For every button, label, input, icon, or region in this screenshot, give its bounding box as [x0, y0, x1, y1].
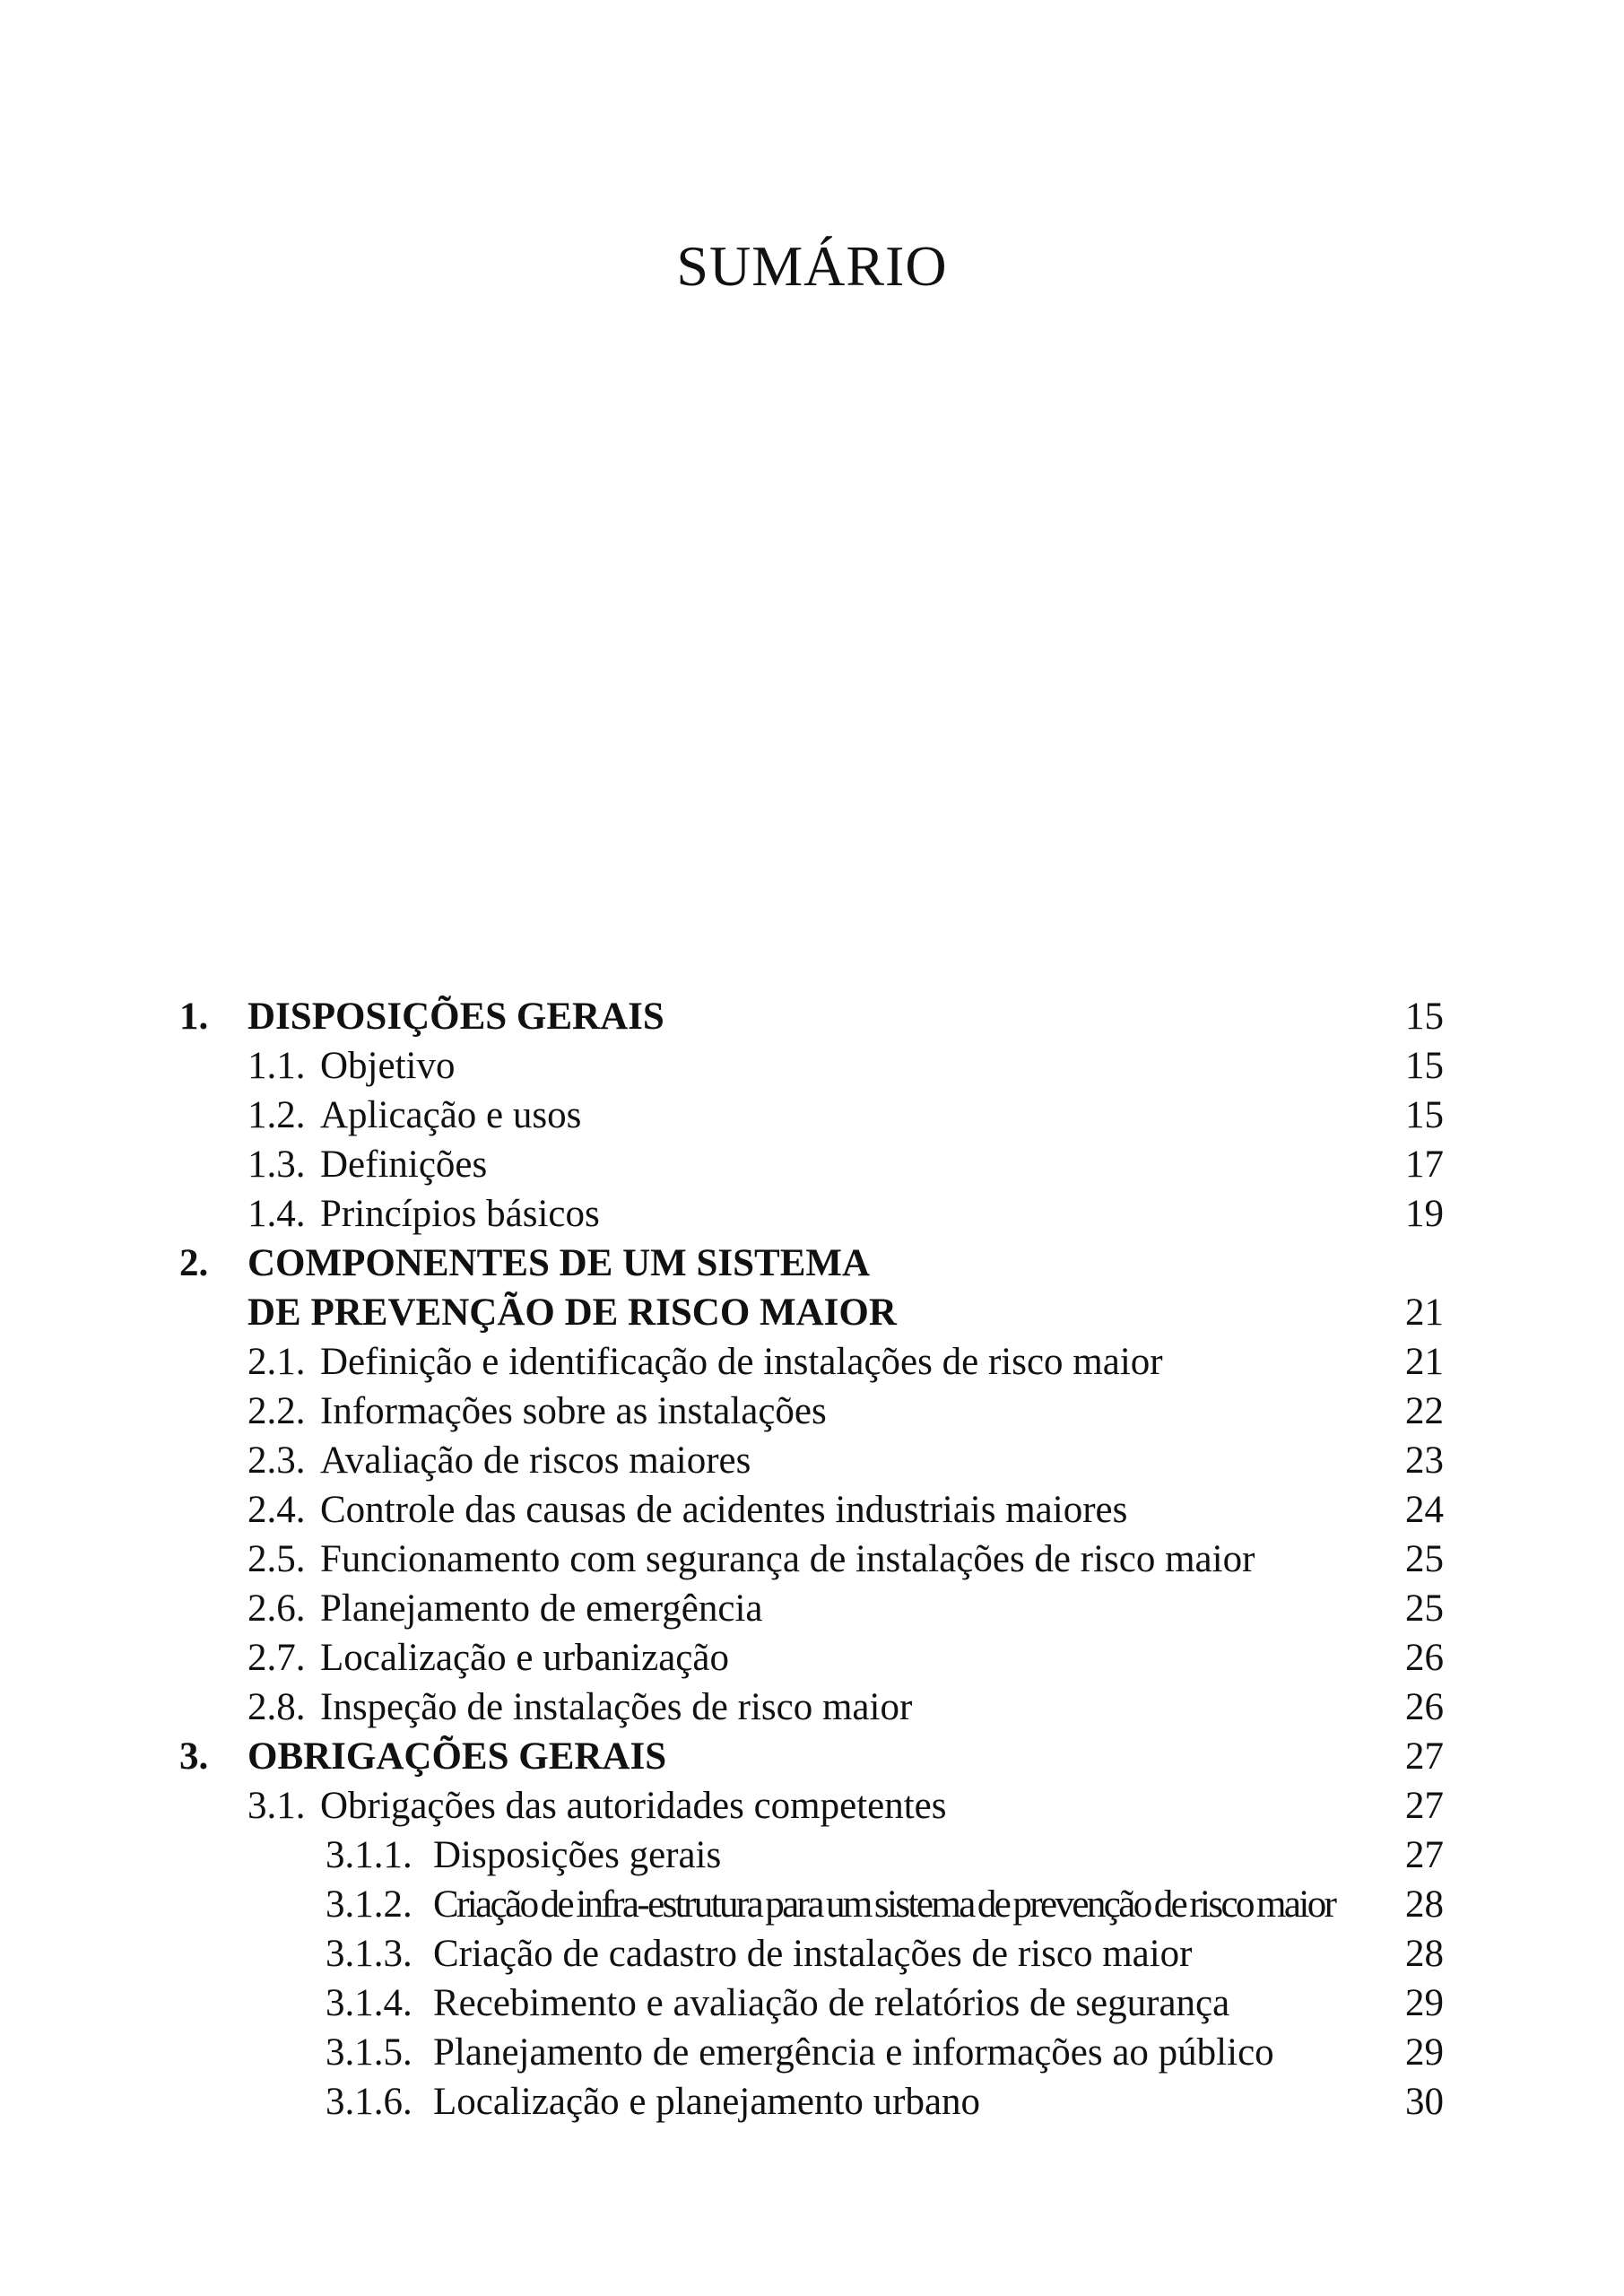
- toc-entry-label: Informações sobre as instalações: [320, 1390, 827, 1432]
- toc-entry-page: 29: [1405, 2031, 1444, 2074]
- toc-entry-page: 28: [1405, 1933, 1444, 1975]
- toc-entry-number: 3.: [179, 1735, 209, 1778]
- toc-entry-number: 2.3.: [248, 1439, 306, 1482]
- toc-entry-1-3[interactable]: [179, 1140, 1444, 1189]
- toc-entry-label: Criação de cadastro de instalações de risco maior: [433, 1933, 1193, 1975]
- toc-entry-label: Princípios básicos: [320, 1193, 600, 1235]
- toc-entry-page: 21: [1405, 1341, 1444, 1383]
- toc-entry-number: 3.1.3.: [326, 1933, 413, 1975]
- toc-entry-page: 23: [1405, 1439, 1444, 1482]
- toc-entry-label: Planejamento de emergência: [320, 1587, 763, 1630]
- table-of-contents: [179, 992, 1444, 2126]
- toc-entry-number: 3.1.: [248, 1785, 306, 1827]
- toc-entry-number: 2.2.: [248, 1390, 306, 1432]
- toc-entry-label: Aplicação e usos: [320, 1094, 582, 1136]
- toc-entry-label: Recebimento e avaliação de relatórios de segurança: [433, 1982, 1230, 2024]
- toc-entry-1-1[interactable]: [179, 1041, 1444, 1091]
- toc-entry-3-1[interactable]: [179, 1781, 1444, 1831]
- toc-entry-page: 15: [1405, 1045, 1444, 1087]
- toc-entry-number: 2.: [179, 1242, 209, 1284]
- toc-entry-label: Inspeção de instalações de risco maior: [320, 1686, 913, 1728]
- toc-entry-2-4[interactable]: [179, 1485, 1444, 1535]
- toc-entry-page: 22: [1405, 1390, 1444, 1432]
- toc-entry-page: 26: [1405, 1686, 1444, 1728]
- toc-entry-2-6[interactable]: [179, 1584, 1444, 1633]
- toc-entry-1[interactable]: [179, 992, 1444, 1041]
- toc-entry-label: Controle das causas de acidentes industriais maiores: [320, 1489, 1128, 1531]
- toc-entry-3-1-5[interactable]: [179, 2028, 1444, 2077]
- toc-entry-3-1-4[interactable]: [179, 1979, 1444, 2028]
- toc-entry-number: 3.1.2.: [326, 1883, 413, 1926]
- toc-entry-3[interactable]: [179, 1732, 1444, 1781]
- toc-entry-page: 27: [1405, 1834, 1444, 1876]
- toc-entry-page: 27: [1405, 1735, 1444, 1778]
- toc-entry-label: DE PREVENÇÃO DE RISCO MAIOR: [248, 1292, 897, 1334]
- toc-entry-label: Localização e planejamento urbano: [433, 2081, 981, 2123]
- page-title: SUMÁRIO: [676, 233, 948, 298]
- toc-entry-3-1-3[interactable]: [179, 1929, 1444, 1979]
- toc-entry-3-1-2[interactable]: [179, 1880, 1444, 1929]
- toc-entry-number: 3.1.6.: [326, 2081, 413, 2123]
- toc-entry-page: 28: [1405, 1883, 1444, 1926]
- toc-entry-label: Funcionamento com segurança de instalações de risco maior: [320, 1538, 1255, 1580]
- toc-entry-number: 2.4.: [248, 1489, 306, 1531]
- toc-entry-label: Objetivo: [320, 1045, 456, 1087]
- toc-entry-2[interactable]: [179, 1239, 1444, 1288]
- toc-entry-label: Planejamento de emergência e informações ao público: [433, 2031, 1274, 2074]
- toc-entry-label: Criação de infra-estrutura para um sistema de prevenção de risco maior: [433, 1883, 1335, 1926]
- toc-entry-page: 15: [1405, 1094, 1444, 1136]
- toc-entry-3-1-1[interactable]: [179, 1831, 1444, 1880]
- toc-entry-number: 2.7.: [248, 1637, 306, 1679]
- toc-entry-1-2[interactable]: [179, 1091, 1444, 1140]
- toc-entry-2-continued[interactable]: [179, 1288, 1444, 1337]
- toc-entry-label: Definição e identificação de instalações de risco maior: [320, 1341, 1163, 1383]
- toc-entry-2-2[interactable]: [179, 1387, 1444, 1436]
- toc-entry-number: 2.8.: [248, 1686, 306, 1728]
- toc-entry-label: DISPOSIÇÕES GERAIS: [248, 996, 664, 1038]
- toc-entry-number: 1.4.: [248, 1193, 306, 1235]
- toc-entry-page: 26: [1405, 1637, 1444, 1679]
- toc-entry-number: 1.3.: [248, 1144, 306, 1186]
- toc-entry-label: Definições: [320, 1144, 488, 1186]
- toc-entry-2-8[interactable]: [179, 1683, 1444, 1732]
- toc-entry-number: 3.1.1.: [326, 1834, 413, 1876]
- toc-entry-2-1[interactable]: [179, 1337, 1444, 1387]
- toc-entry-label: OBRIGAÇÕES GERAIS: [248, 1735, 667, 1778]
- toc-entry-number: 2.1.: [248, 1341, 306, 1383]
- toc-entry-page: 27: [1405, 1785, 1444, 1827]
- toc-entry-number: 1.1.: [248, 1045, 306, 1087]
- toc-entry-page: 21: [1405, 1292, 1444, 1334]
- toc-entry-page: 15: [1405, 996, 1444, 1038]
- toc-entry-page: 24: [1405, 1489, 1444, 1531]
- toc-entry-1-4[interactable]: [179, 1189, 1444, 1239]
- toc-entry-page: 29: [1405, 1982, 1444, 2024]
- toc-entry-2-3[interactable]: [179, 1436, 1444, 1485]
- toc-entry-label: Avaliação de riscos maiores: [320, 1439, 751, 1482]
- toc-entry-number: 1.: [179, 996, 209, 1038]
- toc-entry-label: Disposições gerais: [433, 1834, 722, 1876]
- toc-entry-page: 25: [1405, 1538, 1444, 1580]
- toc-entry-page: 25: [1405, 1587, 1444, 1630]
- toc-entry-label: COMPONENTES DE UM SISTEMA: [248, 1242, 871, 1284]
- toc-entry-2-7[interactable]: [179, 1633, 1444, 1683]
- toc-entry-number: 1.2.: [248, 1094, 306, 1136]
- toc-entry-number: 3.1.5.: [326, 2031, 413, 2074]
- toc-entry-number: 2.6.: [248, 1587, 306, 1630]
- toc-entry-number: 3.1.4.: [326, 1982, 413, 2024]
- toc-entry-label: Localização e urbanização: [320, 1637, 729, 1679]
- toc-entry-3-1-6[interactable]: [179, 2077, 1444, 2126]
- toc-entry-page: 30: [1405, 2081, 1444, 2123]
- toc-entry-page: 17: [1405, 1144, 1444, 1186]
- toc-entry-page: 19: [1405, 1193, 1444, 1235]
- toc-entry-label: Obrigações das autoridades competentes: [320, 1785, 947, 1827]
- toc-entry-number: 2.5.: [248, 1538, 306, 1580]
- toc-entry-2-5[interactable]: [179, 1535, 1444, 1584]
